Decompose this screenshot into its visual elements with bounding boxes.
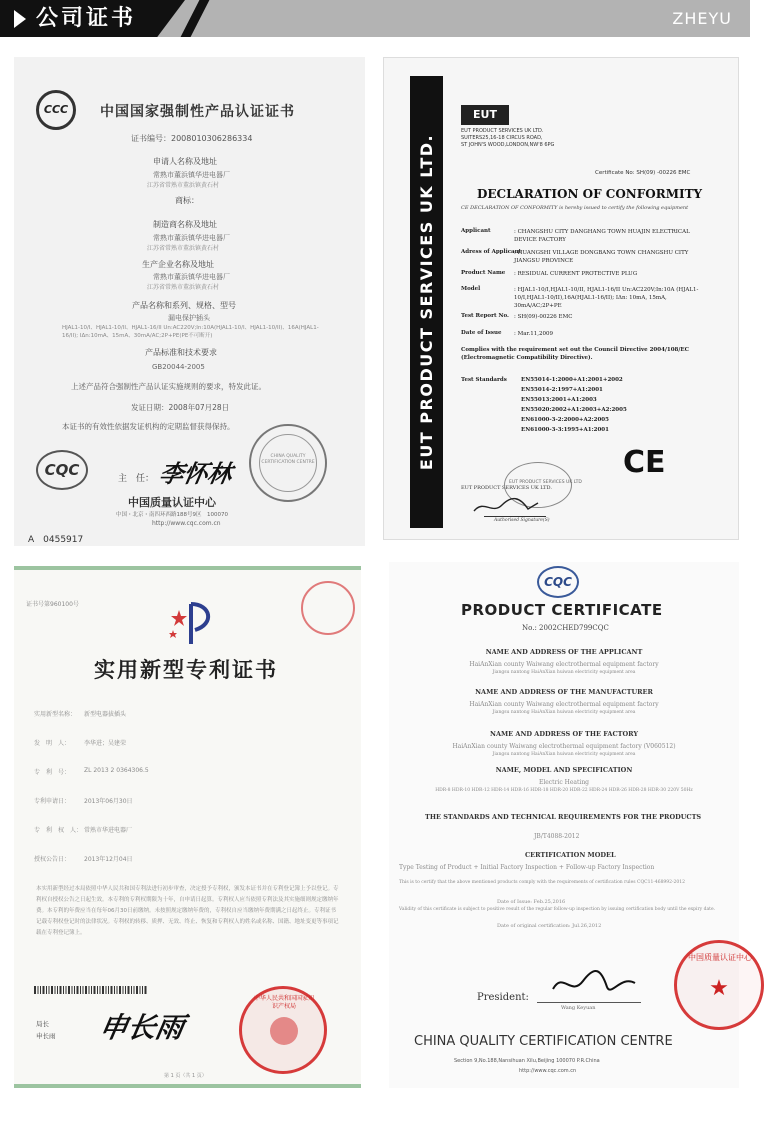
eut-field-label: Test Report No. [461,313,509,319]
director-signature: 李怀林 [157,460,235,488]
cqc-section-line1: HaiAnXian county Waiwang electrothermal equipment factory [469,661,659,668]
patent-sign-label-2: 申长雨 [36,1032,56,1040]
eut-side-text: EUT PRODUCT SERVICES UK LTD. [417,133,436,471]
patent-field-value: 2013年12月04日 [84,856,133,863]
applicant-name: 常熟市董浜镇华进电器厂 [153,171,230,179]
cqc-original-line: Date of original certification: Jul.26,2012 [497,923,602,929]
ccc-logo-icon: CCC [36,90,76,130]
cqc-centre-name: CHINA QUALITY CERTIFICATION CENTRE [414,1034,673,1049]
cqc-standards-value: JB/T4088-2012 [534,833,580,840]
section-header [0,0,750,37]
standard-label: 产品标准和技术要求 [145,348,217,357]
applicant-label: 申请人名称及地址 [153,157,217,166]
ce-mark: CE [623,445,666,480]
product-name: 漏电保护插头 [168,314,210,322]
cqc-section-line2: Jiangsu nantong HaiAnXian huiwan electricity equipment area [492,752,636,757]
cqc-model-value: Type Testing of Product + Initial Factory Inspection + Follow-up Factory Inspection [399,864,655,871]
patent-certificate [14,566,361,1088]
eut-standard-item: EN55020:2002+A1:2003+A2:2005 [521,407,627,413]
sipo-seal-text: 中华人民共和国国家知识产权局 [253,995,314,1010]
patent-field-value: 常熟市华进电器厂 [84,827,133,834]
cqc-logo-icon: CQC [537,566,579,598]
cqc-cert-number: No.: 2002CHED799CQC [522,624,609,632]
patent-field-value: ZL 2013 2 0364306.5 [84,767,149,774]
cqc-section-heading: NAME AND ADDRESS OF THE APPLICANT [485,648,643,656]
eut-side-band [410,76,443,528]
eut-cert-number: Certificate No: SH(09) -00226 EMC [595,170,691,176]
patent-field-value: 新型电器拔插头 [84,711,127,718]
eut-subtitle: CE DECLARATION OF CONFORMITY is hereby issued to certify the following equipment [461,205,689,211]
product-models: HJAL1-10/I、HJAL1-10/II、HJAL1-16/II Un:AC220V;In:10A(HJAL1-10/I、HJAL1-10/II)、16A(HJAL1-16/II); IΔn:10mA、15mA、30mA/AC;2P+PE(PE不可断开) [62,325,319,339]
maker-name: 常熟市董浜镇华进电器厂 [153,234,230,242]
cert-statement: 上述产品符合强制性产品认证实施规则的要求，特发此证。 [71,382,266,391]
ccc-seal [249,424,327,502]
cqc-section-heading: NAME AND ADDRESS OF THE FACTORY [490,730,638,738]
director-label: 主 任： [118,474,155,484]
eut-field-label: Applicant [461,228,491,234]
factory-label: 生产企业名称及地址 [142,260,214,269]
cqc-section-line2: Jiangsu nantong HaiAnXian huiwan electricity equipment area [492,710,636,715]
barcode-icon [34,986,154,994]
patent-field-label: 专 利 号： [34,769,71,776]
eut-field-value: : HJAL1-10/I,HJAL1-10/II, HJAL1-16/II Un:AC220V;In:10A (HJAL1-10/I,HJAL1-10/II),16A(HJAL1-16/II); IΔn: 10mA, 15mA, 30mA/AC;2P+PE [514,287,699,309]
eut-declaration [383,57,739,540]
eut-standard-item: EN61000-3-2:2000+A2:2005 [521,417,609,423]
header-stripe [181,0,210,37]
eut-field-value: : Mar.11,2009 [514,331,554,337]
brand-label: 商标： [175,196,199,205]
cqc-date-line: Date of Issue: Feb.25,2016 [497,899,566,905]
issue-date: 发证日期：2008年07月28日 [131,403,230,412]
patent-field-value: 2013年06月30日 [84,798,133,805]
eut-field-label: Date of Issue [461,330,502,336]
play-arrow-icon [14,10,26,28]
patent-sign-label-1: 局长 [36,1020,49,1028]
cqc-certify-line: This is to certify that the above mentioned products comply with the requirements of certification rules CQC11-468992-2012 [399,880,685,885]
cqc-section-heading: NAME, MODEL AND SPECIFICATION [495,766,633,774]
cqc-validity-line: Validity of this certificate is subject to positive result of the regular follow-up inspection by issuing certification body until the expiry date. [399,907,716,912]
eut-company-line1: EUT PRODUCT SERVICES UK LTD. [461,128,544,134]
seal-text: CHINA QUALITY CERTIFICATION CENTRE [261,454,315,465]
cert-title: 中国国家强制性产品认证证书 [100,104,295,120]
cqc-logo-icon: CQC [36,450,88,490]
cqc-section-line1: HaiAnXian county Waiwang electrothermal equipment factory (V060512) [452,743,676,750]
cqc-seal-text: 中国质量认证中心 [688,953,752,962]
eut-standards-label: Test Standards [461,377,507,383]
cqc-centre-website: http://www.cqc.com.cn [519,1068,577,1074]
eut-field-label: Adress of Applicant [461,249,522,255]
eut-company-line3: ST JOHN'S WOOD,LONDON,NW'8 6PG [461,142,555,148]
serial-number: A 0455917 [28,535,84,545]
cqc-model-heading: CERTIFICATION MODEL [525,851,616,859]
factory-address: 江苏省常熟市董浜镇黄石村 [147,284,220,291]
product-label: 产品名称和系列、规格、型号 [132,301,236,310]
cqc-red-seal: 中国质量认证中心 ★ [674,940,764,1030]
patent-field-label: 授权公告日： [34,856,71,863]
eut-standard-item: EN55014-2:1997+A1:2001 [521,387,603,393]
eut-footer-company: EUT PRODUCT SERVICES UK LTD. [461,485,552,491]
validity-note: 本证书的有效性依据发证机构的定期监督获得保持。 [62,422,235,431]
maker-address: 江苏省常熟市董浜镇黄石村 [147,245,220,252]
eut-standard-item: EN55013:2001+A1:2003 [521,397,597,403]
patent-field-value: 李华进；吴建荣 [84,740,127,747]
header-title: 公司证书 [36,6,137,31]
cqc-section-line1: Electric Heating [538,779,590,786]
patent-body-text: 本实用新型经过本局依照中华人民共和国专利法进行初步审查，决定授予专利权，颁发本证书并在专利登记簿上予以登记。专利权自授权公告之日起生效。本专利的专利权期限为十年，自申请日起算。专利权人应当依照专利法及其实施细则规定缴纳年费。本专利的年费应当在每年06月30日前缴纳。未按照规定缴纳年费的，专利权自应当缴纳年费期满之日起终止。专利证书记载专利权登记时的法律状况。专利权的转移、质押、无效、终止、恢复和专利权人的姓名或名称、国籍、地址变更等事项记载在专利登记簿上。 [36,886,339,936]
patent-title: 实用新型专利证书 [94,658,278,682]
cqc-section-heading: NAME AND ADDRESS OF THE MANUFACTURER [475,688,653,696]
cert-number: 证书编号：2008010306286334 [131,134,253,143]
eut-field-value: : HUANGSHI VILLAGE DONGBANG TOWN CHANGSHU CITY JIANGSU PROVINCE [514,250,689,264]
corner-seal [301,581,355,635]
sipo-emblem-icon [165,596,217,648]
eut-logo: EUT [461,105,509,125]
cqc-section-line2: Jiangsu nantong HaiAnXian huiwan electricity equipment area [492,670,636,675]
eut-field-label: Model [461,286,481,292]
president-signature-icon [549,967,639,1003]
standard-value: GB20044-2005 [152,363,205,371]
eut-standard-item: EN61000-3-3:1995+A1:2001 [521,427,609,433]
eut-field-value: : RESIDUAL CURRENT PROTECTIVE PLUG [514,271,638,277]
president-label: President: [477,992,529,1003]
eut-company-line2: SUITERS25,16-18 CIRCUS ROAD, [461,135,543,141]
cqc-section-line2: HDR-8 HDR-10 HDR-12 HDR-14 HDR-16 HDR-18 HDR-20 HDR-22 HDR-24 HDR-26 HDR-28 HDR-30 220V 50Hz [435,788,693,793]
eut-field-value: : SH(09)-00226 EMC [514,314,573,320]
eut-field-value: : CHANGSHU CITY DANGHANG TOWN HUAJIN ELECTRICAL DEVICE FACTORY [514,229,690,243]
applicant-address: 江苏省常熟市董浜镇黄石村 [147,182,220,189]
maker-label: 制造商名称及地址 [153,220,217,229]
ccc-certificate [14,57,365,546]
eut-sign-label: Authorised Signature(S) [494,518,550,523]
patent-field-label: 发 明 人： [34,740,71,747]
cqc-centre-address: Section 9,No.188,Nansihuan Xilu,Beijing 100070 P.R.China [454,1058,600,1064]
eut-field-label: Product Name [461,270,506,276]
eut-title: DECLARATION OF CONFORMITY [477,187,703,201]
issuer-address: 中国・北京・南四环西路188号9区 100070 [116,512,228,518]
president-name: Wang Keyuan [561,1005,596,1011]
cqc-section-line1: HaiAnXian county Waiwang electrothermal equipment factory [469,701,659,708]
issuer-name: 中国质量认证中心 [128,496,216,509]
cqc-product-certificate [389,562,752,1088]
patent-field-label: 专 利 权 人： [34,827,83,834]
sipo-seal [239,986,327,1074]
eut-seal-text: EUT PRODUCT SERVICES UK LTD [509,480,582,485]
patent-footer: 第 1 页（共 1 页） [164,1073,207,1079]
eut-standard-item: EN55014-1:2000+A1:2001+2002 [521,377,623,383]
factory-name: 常熟市董浜镇华进电器厂 [153,273,230,281]
cqc-title: PRODUCT CERTIFICATE [461,601,663,619]
brand-name: ZHEYU [672,9,732,28]
patent-cert-number: 证书号第960100号 [26,601,79,608]
cqc-standards-heading: THE STANDARDS AND TECHNICAL REQUIREMENTS FOR THE PRODUCTS [425,813,702,821]
patent-field-label: 实用新型名称： [34,711,77,718]
eut-signature-icon [472,495,542,517]
issuer-website: http://www.cqc.com.cn [152,520,221,527]
patent-signature: 申长雨 [96,1011,187,1044]
eut-compliance: Complies with the requirement set out the Council Directive 2004/108/EC (Electromagnetic Compatibility Directive). [461,347,689,361]
patent-field-label: 专利申请日： [34,798,71,805]
